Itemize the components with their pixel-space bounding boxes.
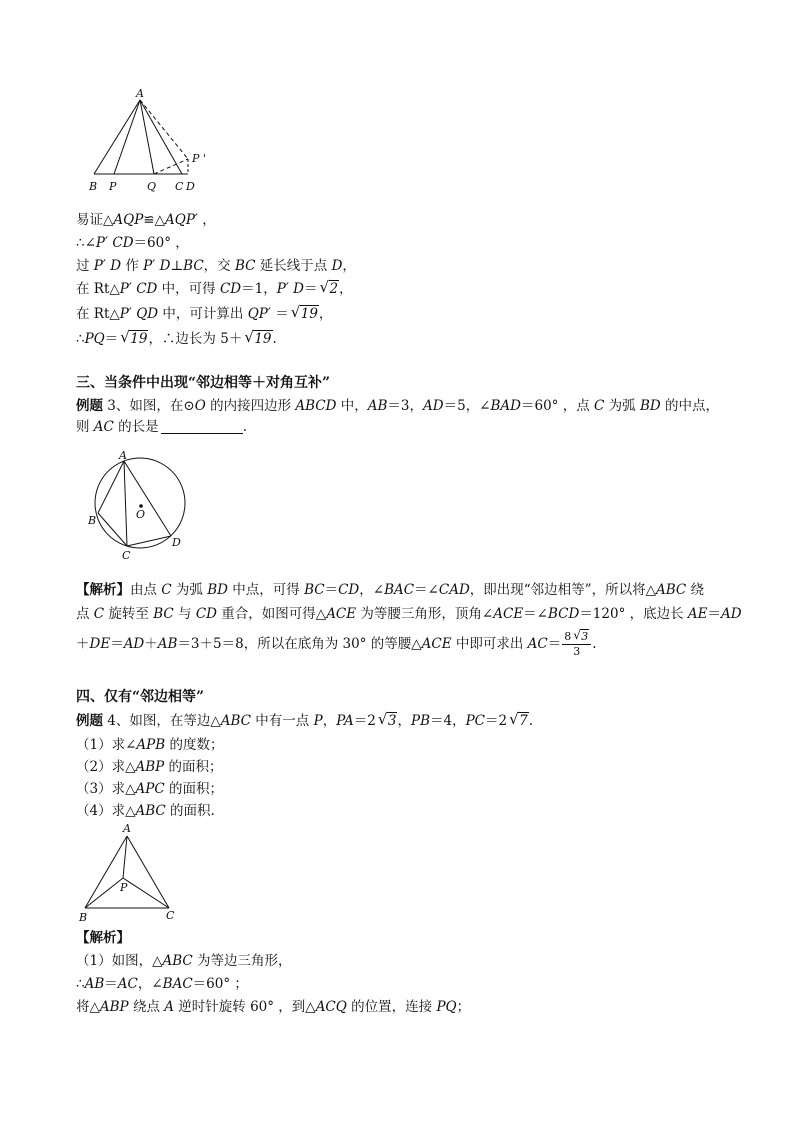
fig3-segment-pb <box>85 878 123 908</box>
section3-solution-line-1: 【解析】由点 C 为弧 BD 中点，可得 BC＝CD，∠BAC＝∠CAD，即出现“邻边相等”，所以将△ABC 绕 <box>76 582 705 598</box>
solution1-line-1: 易证△AQP≌△AQP′ ， <box>76 212 216 228</box>
fig1-label-d: D <box>186 180 195 193</box>
solution1-line-4: 在 Rt△P′ CD 中，可得 CD＝1，P′ D＝ √ 2， <box>76 278 353 297</box>
fig1-label-p-prime: P ' <box>192 152 206 165</box>
figure-equilateral-triangle <box>76 820 186 926</box>
fig3-label-b: B <box>79 911 88 924</box>
fig1-segment-aq <box>140 100 154 174</box>
fig3-label-p: P <box>120 881 128 894</box>
figure-inscribed-quadrilateral <box>84 446 194 562</box>
fig1-dashed-q-p-prime <box>154 159 188 174</box>
fig3-label-a: A <box>123 822 131 835</box>
section3-solution-line-3: ＋DE＝AD＋AB＝3＋5＝8，所以在底角为 30° 的等腰△ACE 中即可求出 AC＝ 8 √ 3 3 . <box>76 628 597 658</box>
answer-blank <box>161 433 243 434</box>
fig1-label-b: B <box>89 180 98 193</box>
fig3-side-ab <box>85 836 127 908</box>
fig1-label-a: A <box>136 87 144 100</box>
section4-solution-label: 【解析】 <box>76 930 130 946</box>
fig2-label-b: B <box>88 514 97 527</box>
fig3-label-c: C <box>166 909 175 922</box>
section3-question-line-2: 则 AC 的长是 . <box>76 419 247 435</box>
solution1-line-2: ∴∠P′ CD＝60° ， <box>76 235 189 251</box>
fig2-label-d: D <box>172 536 181 549</box>
fig3-side-ac <box>127 836 169 908</box>
section4-item-1: （1）求∠APB 的度数； <box>76 737 224 753</box>
section3-heading: 三、当条件中出现“邻边相等＋对角互补” <box>76 375 331 391</box>
section3-solution-line-2: 点 C 旋转至 BC 与 CD 重合，如图可得△ACE 为等腰三角形，顶角∠ACE＝∠BCD＝120° ，底边长 AE＝AD <box>76 606 742 622</box>
fig2-label-a: A <box>119 449 127 462</box>
section4-answer-line-1: （1）如图，△ABC 为等边三角形， <box>76 953 292 969</box>
fig2-side-da <box>124 461 171 536</box>
section4-item-2: （2）求△ABP 的面积； <box>76 759 223 775</box>
section4-item-3: （3）求△APC 的面积； <box>76 781 223 797</box>
solution1-line-3: 过 P′ D 作 P′ D⊥BC，交 BC 延长线于点 D， <box>76 258 356 274</box>
section4-answer-line-3: 将△ABP 绕点 A 逆时针旋转 60° ，到△ACQ 的位置，连接 PQ； <box>76 999 471 1015</box>
fig1-label-p: P <box>109 180 117 193</box>
fig1-dashed-ap-prime <box>140 100 188 159</box>
section4-heading: 四、仅有“邻边相等” <box>76 689 205 705</box>
section4-item-4: （4）求△ABC 的面积. <box>76 803 215 819</box>
fig3-segment-pc <box>123 878 169 908</box>
solution1-line-6: ∴PQ＝ √ 19，∴边长为 5＋ √ 19. <box>76 328 277 347</box>
fraction-8-root3-over-3: 8 √ 3 3 <box>562 630 591 659</box>
fig1-label-c: C <box>175 180 184 193</box>
section4-answer-line-2: ∴AB＝AC，∠BAC＝60° ； <box>76 976 248 992</box>
fig2-diagonal-ac <box>124 461 127 546</box>
fig2-side-bc <box>98 513 127 546</box>
fig2-label-o: O <box>136 508 146 521</box>
fig2-label-c: C <box>122 549 131 562</box>
fig1-side-ac <box>140 100 182 174</box>
section4-question: 例题 4、如图，在等边△ABC 中有一点 P，PA＝2 √ 3，PB＝4，PC＝2 √ 7. <box>76 710 533 729</box>
solution1-line-5: 在 Rt△P′ QD 中，可计算出 QP′ ＝ √ 19， <box>76 303 333 322</box>
fig1-label-q: Q <box>147 180 157 193</box>
fig1-side-ab <box>94 100 140 174</box>
section3-question-line-1: 例题 3、如图，在⊙O 的内接四边形 ABCD 中，AB＝3，AD＝5，∠BAD＝60° ，点 C 为弧 BD 的中点， <box>76 398 719 414</box>
fig1-segment-ap <box>114 100 140 174</box>
figure-triangle-rotation <box>84 84 224 196</box>
fig2-circle <box>95 458 185 548</box>
